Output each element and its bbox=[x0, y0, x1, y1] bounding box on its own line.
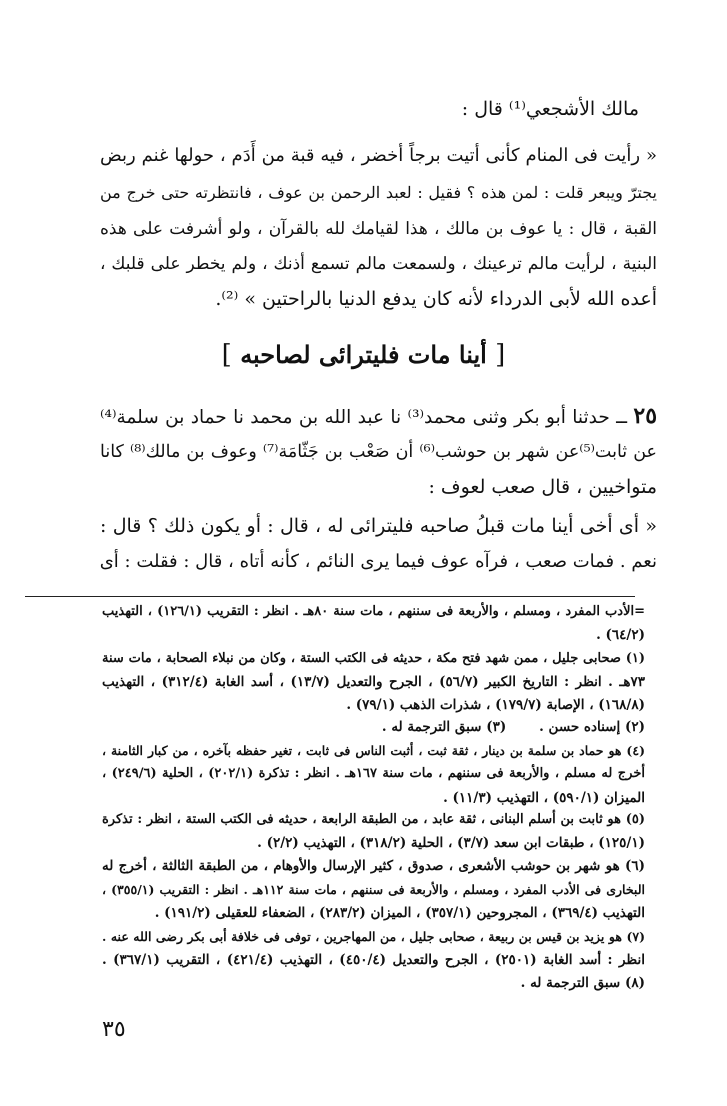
footnote-line-17: (٨) سبق الترجمة له . bbox=[520, 975, 645, 991]
paragraph1-line-2: يجترّ ويبعر قلت : لمن هذه ؟ فقيل : لعبد الرحمن بن عوف ، فانتظرته حتى خرج من bbox=[100, 183, 657, 202]
paragraph1-line-4: البنية ، لرأيت مالم ترعينك ، ولسمعت مالم تسمع أذنك ، ولم يخطر على قلبك ، bbox=[100, 254, 657, 274]
footnote-line-1: =الأدب المفرد ، ومسلم ، والأربعة فى سننهم ، مات سنة ٨٠هـ . انظر : التقريب (١٢٦/١) ، التهذيب bbox=[102, 604, 646, 619]
hadith-line-1 bbox=[100, 403, 657, 431]
footnote-separator bbox=[25, 596, 635, 597]
footnote-line-10: (٥) هو ثابت بن أسلم البنانى ، ثقة عابد ، من الطبقة الرابعة ، حديثه فى الكتب الستة ، انظر : تذكرة bbox=[102, 812, 645, 827]
hadith-line-2: عن ثابت⁽⁵⁾عن شهر بن حوشب⁽⁶⁾ أن صَعْب بن جَثّامَة⁽⁷⁾ وعوف بن مالك⁽⁸⁾ كانا bbox=[100, 442, 657, 462]
footnote-line-3: (١) صحابى جليل ، ممن شهد فتح مكة ، حديثه فى الكتب الستة ، وكان من نبلاء الصحابة ، مات سنة bbox=[102, 651, 645, 666]
section-heading bbox=[0, 340, 727, 370]
footnote-line-15: (٧) هو يزيد بن قيس بن ربيعة ، صحابى جليل ، من المهاجرين ، توفى فى خلافة أبى بكر رضى الله عنه . bbox=[102, 929, 645, 944]
heading-text: أينا مات فليترائى لصاحبه bbox=[240, 340, 487, 369]
paragraph1-line-5: أعده الله لأبى الدرداء لأنه كان يدفع الدنيا بالراحتين » ⁽²⁾. bbox=[215, 288, 657, 310]
footnote-line-11: (١٢٥/١) ، طبقات ابن سعد (٣/٧) ، الحلية (٣١٨/٢) ، التهذيب (٢/٢) . bbox=[257, 835, 645, 851]
footnote-line-16: انظر : أسد الغابة (٢٥٠١) ، الجرح والتعديل (٤٥٠/٤) ، التهذيب (٤٢١/٤) ، التقريب (٣٦٧/١) . bbox=[102, 952, 645, 968]
hadith-line-3: متواخيين ، قال صعب لعوف : bbox=[428, 476, 657, 498]
footnote-line-5: (١٦٨/٨) ، الإصابة (١٧٩/٧) ، شذرات الذهب (٧٩/١) . bbox=[346, 697, 645, 713]
footnote-line-8: أخرج له مسلم ، والأربعة فى سننهم ، مات سنة ١٦٧هـ . انظر : تذكرة (٢٠٢/١) ، الحلية (٢٤٩/٦) ، bbox=[102, 766, 645, 781]
footnote-line-2: (٦٤/٢) . bbox=[596, 627, 645, 643]
footnote-line-14: التهذيب (٣٦٩/٤) ، المجروحين (٣٥٧/١) ، الميزان (٢٨٣/٢) ، الضعفاء للعقيلى (١٩١/٢) . bbox=[154, 905, 645, 921]
heading-close-bracket: ] bbox=[221, 340, 232, 370]
paragraph1-line-3: القبة ، قال : يا عوف بن مالك ، هذا لقيامك لله بالقرآن ، ولو أشرفت على هذه bbox=[100, 219, 657, 239]
hadith-line-5: نعم . فمات صعب ، فرآه عوف فيما يرى النائم ، كأنه أتاه ، قال : فقلت : أى bbox=[99, 551, 657, 572]
hadith-number: ٢٥ bbox=[633, 403, 658, 429]
heading-open-bracket: [ bbox=[495, 340, 506, 370]
hadith-dash: ــ bbox=[616, 407, 627, 428]
footnote-line-9: الميزان (٥٩٠/١) ، التهذيب (١١/٣) . bbox=[443, 790, 645, 806]
footnote-line-12: (٦) هو شهر بن حوشب الأشعرى ، صدوق ، كثير الإرسال والأوهام ، من الطبقة الثالثة ، أخرج له bbox=[102, 858, 645, 874]
paragraph1-line-1: « رأيت فى المنام كأنى أتيت برجاً أخضر ، فيه قبة من أَدَم ، حولها غنم ربض bbox=[100, 145, 657, 166]
footnote-line-7: (٤) هو حماد بن سلمة بن دينار ، ثقة ثبت ، أثبت الناس فى ثابت ، تغير حفظه بآخره ، من كبار الثامنة ، bbox=[102, 743, 645, 758]
hadith-text-1: حدثنا أبو بكر وثنى محمد⁽³⁾ نا عبد الله بن محمد نا حماد بن سلمة⁽⁴⁾ bbox=[100, 407, 610, 428]
footnote-line-4: ٧٣هـ . انظر : التاريخ الكبير (٥٦/٧) ، الجرح والتعديل (١٣/٧) ، أسد الغابة (٣١٢/٤) ، التهذيب bbox=[102, 674, 645, 690]
footnote-line-13: البخارى فى الأدب المفرد ، ومسلم ، والأربعة فى سننهم ، مات سنة ١١٢هـ . انظر : التقريب (٣٥٥/١) ، bbox=[102, 882, 645, 897]
page-number: ٣٥ bbox=[102, 1017, 126, 1042]
footnote-line-6: (٢) إسناده حسن . (٣) سبق الترجمة له . bbox=[381, 719, 645, 735]
hadith-line-4: « أى أخى أينا مات قبلُ صاحبه فليترائى له ، قال : أو يكون ذلك ؟ قال : bbox=[100, 515, 657, 537]
intro-line: مالك الأشجعي⁽¹⁾ قال : bbox=[461, 98, 639, 120]
